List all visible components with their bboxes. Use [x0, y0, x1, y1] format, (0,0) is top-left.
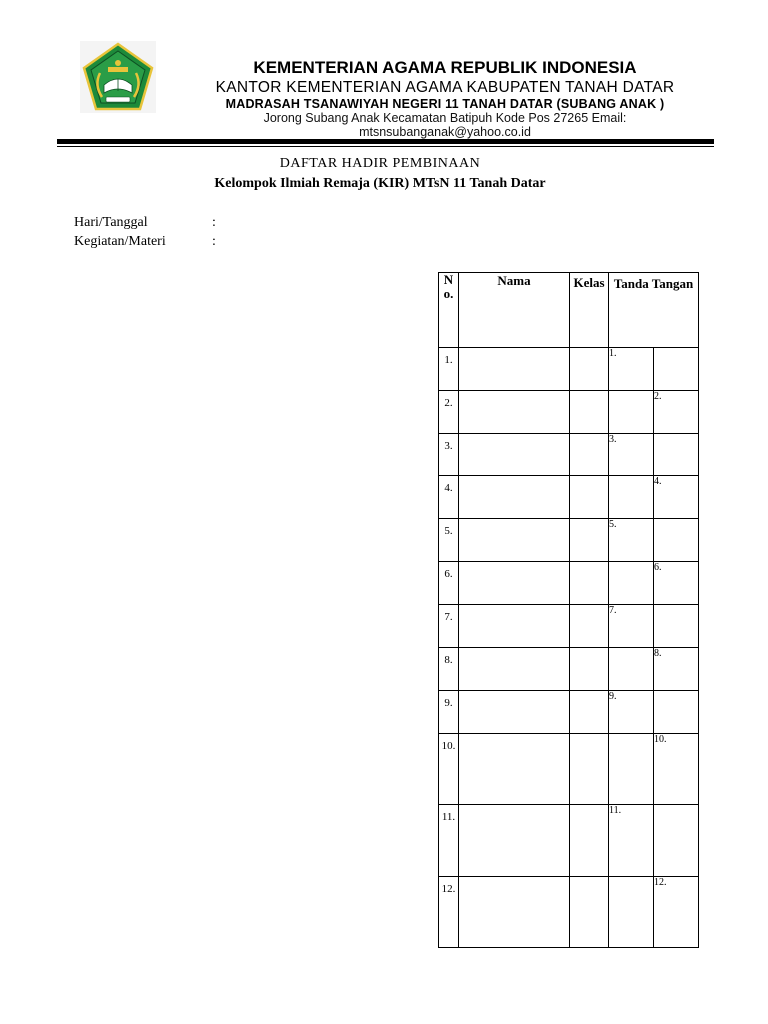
row-signature-right[interactable] [654, 519, 699, 562]
attendance-table [438, 272, 699, 948]
header-school: MADRASAH TSANAWIYAH NEGERI 11 TANAH DATAR (SUBANG ANAK ) [225, 97, 665, 111]
row-nama-cell[interactable] [459, 562, 570, 605]
table-row [439, 562, 699, 605]
row-kelas-cell[interactable] [570, 691, 609, 734]
row-kelas-cell[interactable] [570, 519, 609, 562]
signature-number: 3. [609, 434, 617, 445]
row-nama-cell[interactable] [459, 805, 570, 877]
header-tanda-tangan: Tanda Tangan [609, 273, 699, 348]
row-signature-left[interactable] [609, 734, 654, 805]
row-signature-left[interactable] [609, 691, 654, 734]
signature-number: 1. [609, 348, 617, 359]
row-kelas-cell[interactable] [570, 562, 609, 605]
row-signature-left[interactable] [609, 391, 654, 434]
row-kelas-cell[interactable] [570, 348, 609, 391]
signature-number: 2. [654, 391, 662, 402]
header-address [160, 111, 730, 139]
table-row [439, 391, 699, 434]
header-no: No. [439, 273, 459, 348]
signature-number: 8. [654, 648, 662, 659]
row-number: 8. [439, 648, 459, 691]
row-number: 3. [439, 434, 459, 476]
table-row [439, 805, 699, 877]
table-row [439, 348, 699, 391]
signature-number: 4. [654, 476, 662, 487]
row-nama-cell[interactable] [459, 648, 570, 691]
signature-number: 12. [654, 877, 667, 888]
row-signature-right[interactable] [654, 562, 699, 605]
table-row [439, 691, 699, 734]
row-signature-left[interactable] [609, 605, 654, 648]
table-row [439, 476, 699, 519]
row-nama-cell[interactable] [459, 605, 570, 648]
row-signature-right[interactable] [654, 805, 699, 877]
row-nama-cell[interactable] [459, 391, 570, 434]
signature-number: 11. [609, 805, 622, 816]
signature-number: 6. [654, 562, 662, 573]
row-kelas-cell[interactable] [570, 648, 609, 691]
row-signature-left[interactable] [609, 877, 654, 948]
table-row [439, 434, 699, 476]
header-email: mtsnsubanganak@yahoo.co.id [359, 125, 531, 139]
row-signature-right[interactable] [654, 648, 699, 691]
signature-number: 9. [609, 691, 617, 702]
row-nama-cell[interactable] [459, 734, 570, 805]
header-divider-thin [57, 146, 714, 147]
row-signature-right[interactable] [654, 734, 699, 805]
row-number: 10. [439, 734, 459, 805]
header-kelas: Kelas [570, 273, 609, 348]
row-nama-cell[interactable] [459, 519, 570, 562]
row-nama-cell[interactable] [459, 348, 570, 391]
row-signature-left[interactable] [609, 476, 654, 519]
row-nama-cell[interactable] [459, 434, 570, 476]
row-signature-left[interactable] [609, 519, 654, 562]
table-row [439, 605, 699, 648]
row-signature-right[interactable] [654, 434, 699, 476]
row-nama-cell[interactable] [459, 877, 570, 948]
row-signature-left[interactable] [609, 434, 654, 476]
row-kelas-cell[interactable] [570, 734, 609, 805]
row-kelas-cell[interactable] [570, 605, 609, 648]
header-office: KANTOR KEMENTERIAN AGAMA KABUPATEN TANAH DATAR [215, 79, 675, 96]
row-kelas-cell[interactable] [570, 476, 609, 519]
row-number: 4. [439, 476, 459, 519]
table-row [439, 734, 699, 805]
row-signature-left[interactable] [609, 562, 654, 605]
row-signature-left[interactable] [609, 648, 654, 691]
row-signature-right[interactable] [654, 391, 699, 434]
signature-number: 10. [654, 734, 667, 745]
row-kelas-cell[interactable] [570, 805, 609, 877]
row-signature-right[interactable] [654, 877, 699, 948]
document-subtitle: Kelompok Ilmiah Remaja (KIR) MTsN 11 Tanah Datar [214, 176, 546, 191]
row-number: 11. [439, 805, 459, 877]
header-address-line: Jorong Subang Anak Kecamatan Batipuh Kode Pos 27265 Email: [263, 111, 627, 125]
field-colon-date: : [212, 215, 216, 230]
row-number: 12. [439, 877, 459, 948]
row-number: 2. [439, 391, 459, 434]
kemenag-logo-icon [80, 41, 156, 113]
row-kelas-cell[interactable] [570, 434, 609, 476]
row-number: 9. [439, 691, 459, 734]
table-row [439, 519, 699, 562]
row-signature-right[interactable] [654, 605, 699, 648]
row-number: 1. [439, 348, 459, 391]
document-title: DAFTAR HADIR PEMBINAAN [279, 156, 481, 171]
row-nama-cell[interactable] [459, 476, 570, 519]
row-kelas-cell[interactable] [570, 877, 609, 948]
row-signature-right[interactable] [654, 476, 699, 519]
header-ministry: KEMENTERIAN AGAMA REPUBLIK INDONESIA [253, 58, 637, 77]
signature-number: 7. [609, 605, 617, 616]
table-row [439, 877, 699, 948]
row-signature-left[interactable] [609, 348, 654, 391]
field-label-date: Hari/Tanggal [74, 215, 148, 230]
row-signature-left[interactable] [609, 805, 654, 877]
row-kelas-cell[interactable] [570, 391, 609, 434]
field-label-activity: Kegiatan/Materi [74, 234, 166, 249]
row-nama-cell[interactable] [459, 691, 570, 734]
row-number: 5. [439, 519, 459, 562]
row-number: 7. [439, 605, 459, 648]
table-row [439, 648, 699, 691]
row-signature-right[interactable] [654, 691, 699, 734]
header-divider-thick [57, 139, 714, 144]
signature-number: 5. [609, 519, 617, 530]
field-colon-activity: : [212, 234, 216, 249]
row-signature-right[interactable] [654, 348, 699, 391]
row-number: 6. [439, 562, 459, 605]
header-nama: Nama [459, 273, 570, 348]
